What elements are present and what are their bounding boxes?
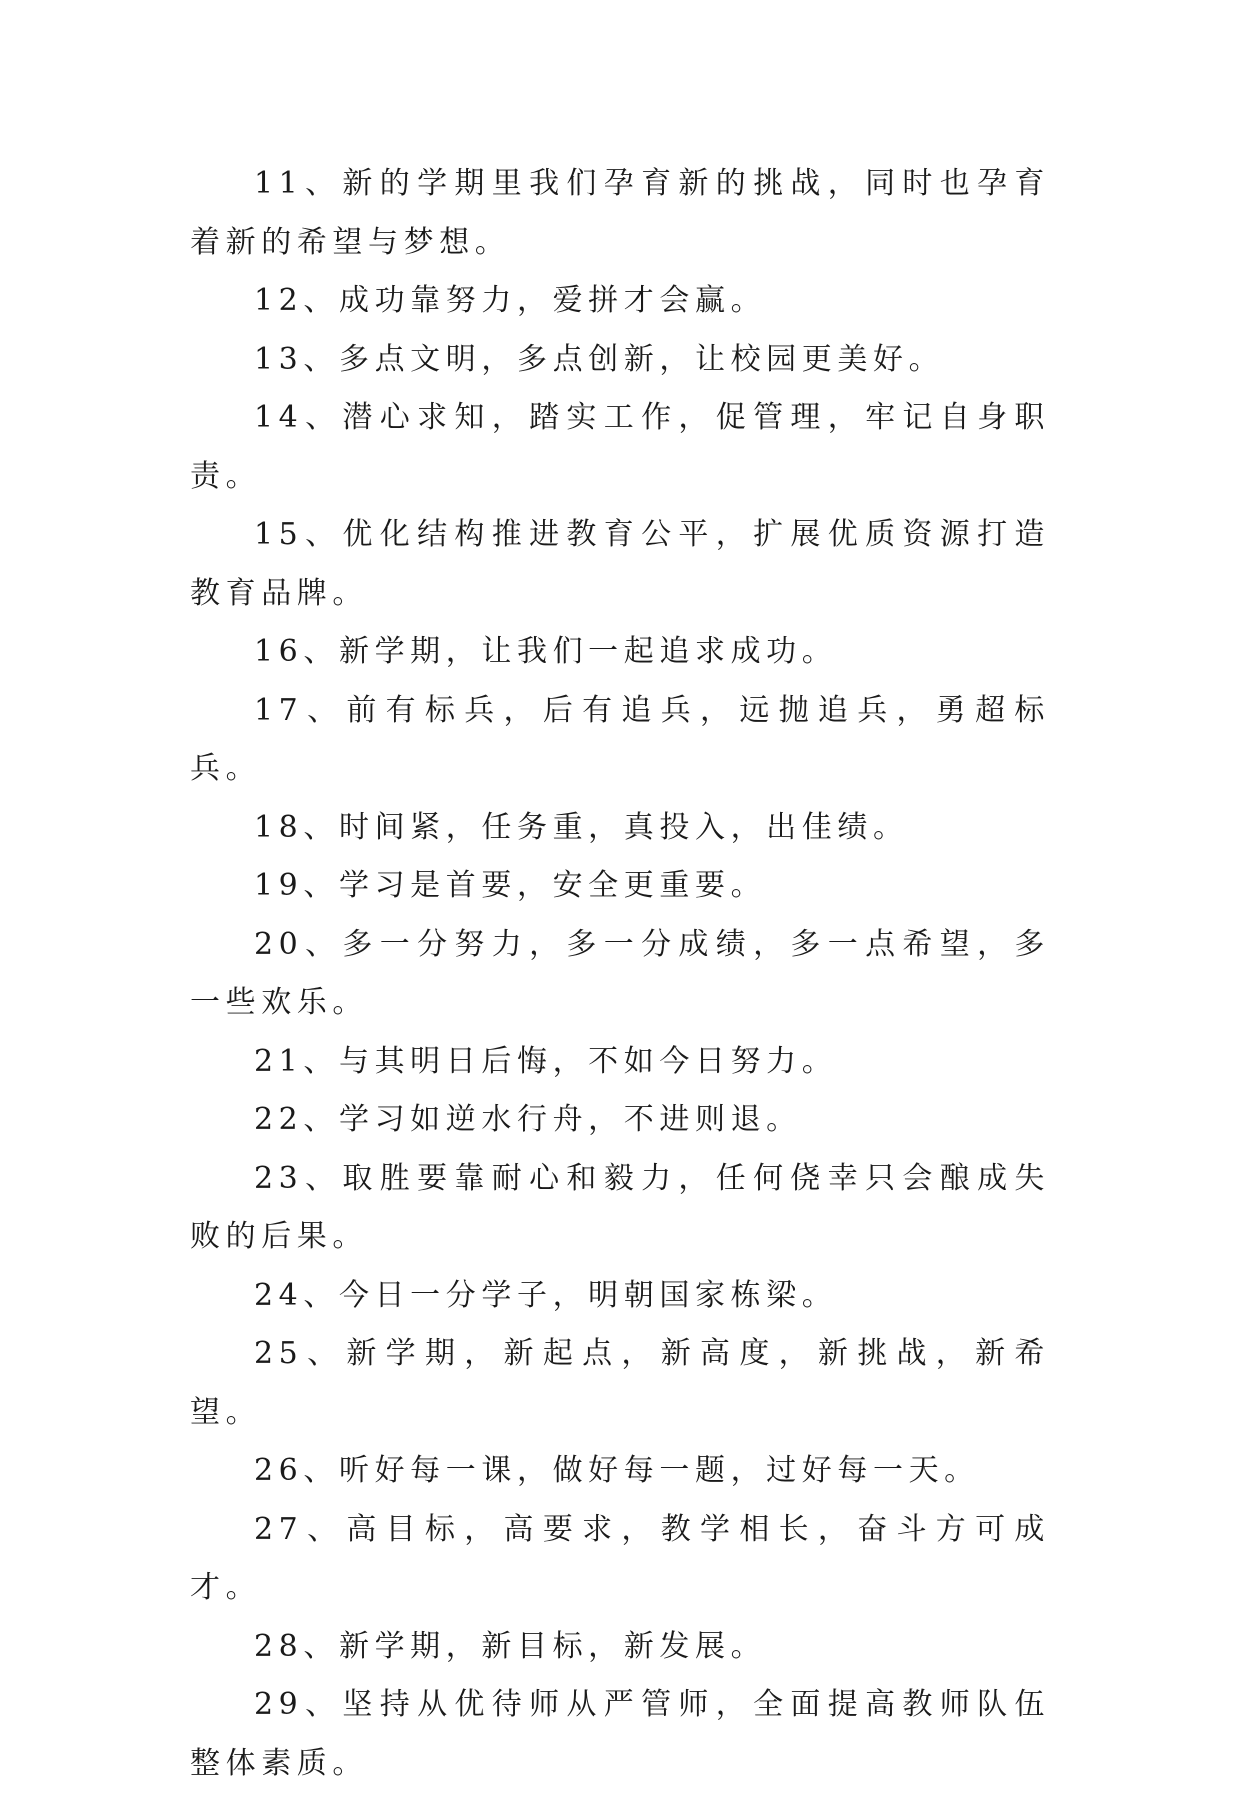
paragraph-20: 20、多一分努力，多一分成绩，多一点希望，多一些欢乐。 — [190, 926, 1050, 1020]
paragraph-11: 11、新的学期里我们孕育新的挑战，同时也孕育着新的希望与梦想。 — [190, 166, 1050, 260]
paragraph-28: 28、新学期，新目标，新发展。 — [254, 1628, 767, 1664]
paragraph-13: 13、多点文明，多点创新，让校园更美好。 — [254, 341, 945, 377]
paragraph-21: 21、与其明日后悔，不如今日努力。 — [254, 1043, 838, 1079]
paragraph-18: 18、时间紧，任务重，真投入，出佳绩。 — [254, 809, 909, 845]
paragraph-16: 16、新学期，让我们一起追求成功。 — [254, 634, 838, 669]
paragraph-12: 12、成功靠努力，爱拼才会赢。 — [254, 283, 767, 318]
document-body — [190, 155, 1050, 1793]
paragraph-22: 22、学习如逆水行舟，不进则退。 — [254, 1102, 802, 1137]
paragraph-24: 24、今日一分学子，明朝国家栋梁。 — [254, 1277, 838, 1313]
paragraph-29: 29、坚持从优待师从严管师，全面提高教师队伍整体素质。 — [190, 1687, 1050, 1781]
paragraph-27: 27、高目标，高要求，教学相长，奋斗方可成才。 — [190, 1511, 1050, 1605]
paragraph-23: 23、取胜要靠耐心和毅力，任何侥幸只会酿成失败的后果。 — [190, 1160, 1050, 1254]
paragraph-25: 25、新学期，新起点，新高度，新挑战，新希望。 — [190, 1336, 1050, 1430]
paragraph-19: 19、学习是首要，安全更重要。 — [254, 868, 767, 903]
paragraph-14: 14、潜心求知，踏实工作，促管理，牢记自身职责。 — [190, 400, 1050, 494]
paragraph-17: 17、前有标兵，后有追兵，远抛追兵，勇超标兵。 — [190, 692, 1050, 786]
paragraph-26: 26、听好每一课，做好每一题，过好每一天。 — [254, 1453, 980, 1488]
paragraph-15: 15、优化结构推进教育公平，扩展优质资源打造教育品牌。 — [190, 517, 1050, 611]
